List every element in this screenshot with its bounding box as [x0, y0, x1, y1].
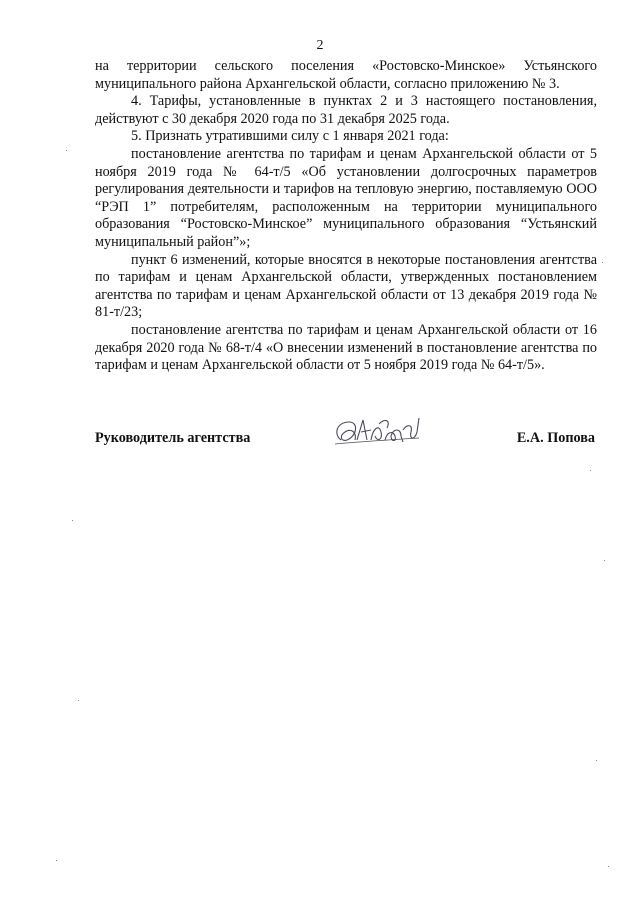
scan-speck: [596, 760, 597, 761]
document-body: [95, 58, 597, 375]
paragraph-repealed-resolution-1: постановление агентства по тарифам и ценам Архангельской области от 5 ноября 2019 года № 64-т/5 «Об установлении долгосрочных параметров регулирования деятельности и тарифов на тепловую энергию, поставляемую ООО “РЭП 1” потребителям, расположенным на территории муниципального образования “Ростовско-Минское” муниципального образования “Устьянский муниципальный район”»;: [95, 145, 597, 250]
signatory-title: Руководитель агентства: [95, 430, 251, 446]
signature-block: [95, 418, 597, 458]
paragraph-repealed-resolution-2: пункт 6 изменений, которые вносятся в некоторые постановления агентства по тарифам и ценам Архангельской области, утвержденных постановлением агентства по тарифам и ценам Архангельской области от 13 декабря 2019 года № 81-т/23;: [95, 251, 597, 321]
scan-speck: [66, 150, 67, 151]
handwritten-signature: [327, 410, 427, 458]
scan-speck: [78, 700, 79, 701]
paragraph-item-5: 5. Признать утратившими силу с 1 января 2021 года:: [131, 128, 449, 145]
scan-speck: [56, 860, 57, 861]
scan-speck: [602, 262, 603, 263]
paragraph-repealed-resolution-3: постановление агентства по тарифам и ценам Архангельской области от 16 декабря 2020 года № 68-т/4 «О внесении изменений в постановление агентства по тарифам и ценам Архангельской области от 5 ноября 2019 года № 64-т/5».: [95, 321, 597, 374]
scan-speck: [608, 866, 609, 867]
scan-speck: [604, 560, 605, 561]
paragraph-item-4: 4. Тарифы, установленные в пунктах 2 и 3 настоящего постановления, действуют с 30 декабря 2020 года по 31 декабря 2025 года.: [95, 93, 597, 127]
scan-speck: [590, 470, 591, 471]
scan-speck: [72, 520, 73, 521]
signatory-name: Е.А. Попова: [516, 430, 595, 446]
page-number: 2: [316, 38, 324, 53]
paragraph-continuation: на территории сельского поселения «Ростовско-Минское» Устьянского муниципального района Архангельской области, согласно приложению № 3.: [95, 58, 597, 92]
